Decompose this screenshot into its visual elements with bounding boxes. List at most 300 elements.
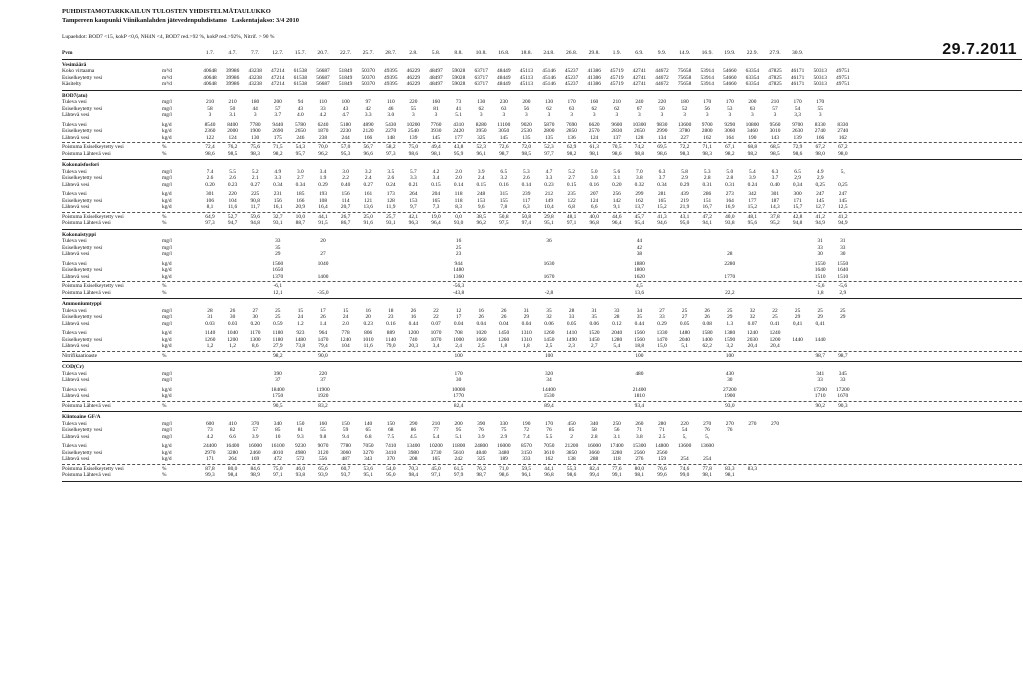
row-label: Lähtevä vesi xyxy=(62,433,90,440)
value-cell: 49,4 xyxy=(431,144,441,150)
value-cell: 3.2 xyxy=(500,175,508,181)
value-cell: 1010 xyxy=(362,336,374,343)
value-cell: 6,8 xyxy=(568,204,575,210)
value-cell: 122 xyxy=(205,134,215,141)
value-cell: 45113 xyxy=(519,81,534,87)
value-cell: 281 xyxy=(657,191,667,197)
value-cell: 325 xyxy=(477,134,486,141)
value-cell: 300 xyxy=(793,191,802,197)
value-cell: 94,6 xyxy=(657,220,667,226)
value-cell: 35 xyxy=(275,244,281,251)
table-row xyxy=(62,290,1022,297)
value-cell: 16400 xyxy=(225,443,240,449)
value-cell: 98,3 xyxy=(250,150,260,157)
value-cell: 270 xyxy=(770,420,780,427)
value-cell: 240 xyxy=(635,99,644,105)
row-label: Lähtevä vesi xyxy=(62,393,90,399)
value-cell: 104 xyxy=(341,343,350,349)
value-cell: 248 xyxy=(477,191,486,197)
value-cell: 301 xyxy=(770,191,780,197)
value-cell: 1400 xyxy=(317,273,329,280)
value-cell: 0.04 xyxy=(521,320,532,327)
table-row xyxy=(62,472,1022,479)
value-cell: 3050 xyxy=(498,128,510,134)
plant-name: Tampereen kaupunki Viinikanlahden jätevedenpuhdistamo xyxy=(62,17,227,24)
value-cell: 247 xyxy=(838,191,847,197)
value-cell: 72,4 xyxy=(205,144,215,150)
value-cell: 330 xyxy=(499,420,508,427)
date-cell: 20.7. xyxy=(317,50,329,56)
value-cell: 46 xyxy=(388,105,394,112)
value-cell: 1920 xyxy=(317,393,329,399)
row-unit: kg/d xyxy=(162,386,172,393)
value-cell: 23 xyxy=(388,314,394,320)
value-cell: 1590 xyxy=(724,336,736,343)
value-cell: 4.5 xyxy=(410,433,417,440)
value-cell: 10300 xyxy=(632,121,647,128)
value-cell: 63717 xyxy=(474,81,488,87)
value-cell: 1.3 xyxy=(726,320,734,327)
value-cell: 43238 xyxy=(248,68,262,74)
value-cell: 9700 xyxy=(701,121,713,128)
value-cell: 117 xyxy=(522,197,531,204)
value-cell: 96,2 xyxy=(476,220,486,226)
value-cell: 93,8 xyxy=(295,472,306,478)
value-cell: 171 xyxy=(793,197,802,204)
value-cell: 5430 xyxy=(385,121,397,128)
value-cell: 49751 xyxy=(836,81,850,87)
value-cell: 3 xyxy=(502,112,506,118)
value-cell: 0.29 xyxy=(657,320,667,327)
value-cell: 9070 xyxy=(317,443,329,449)
value-cell: 3.7 xyxy=(658,175,666,181)
value-cell: 40,0 xyxy=(589,213,599,220)
value-cell: 98,8 xyxy=(634,150,645,157)
value-cell: 150 xyxy=(296,420,305,427)
value-cell: 54 xyxy=(794,105,801,112)
value-cell: 59,5 xyxy=(521,465,532,472)
value-cell: 50313 xyxy=(813,81,827,87)
date-stamp: 29.7.2011 xyxy=(942,41,1017,58)
value-cell: 2.0 xyxy=(455,168,462,175)
value-cell: 50370 xyxy=(361,81,375,87)
value-cell: 79,0 xyxy=(386,343,396,349)
value-cell: 75658 xyxy=(677,81,692,87)
value-cell: 5780 xyxy=(295,121,306,128)
value-cell: 41386 xyxy=(587,74,601,81)
value-cell: 98,0 xyxy=(838,150,848,157)
value-cell: 98,6 xyxy=(408,150,419,157)
value-cell: 3 xyxy=(638,112,641,118)
value-cell: 48497 xyxy=(429,68,443,74)
value-cell: 3 xyxy=(412,112,415,118)
value-cell: 128 xyxy=(386,197,395,204)
value-cell: 27200 xyxy=(723,386,737,393)
value-cell: 77 xyxy=(433,427,439,433)
value-cell: 315 xyxy=(499,191,508,197)
date-cell: 24.8. xyxy=(543,50,555,56)
value-cell: 0.44 xyxy=(408,320,419,327)
value-cell: 53 xyxy=(727,105,733,112)
value-cell: 22 xyxy=(433,307,439,314)
value-cell: 270 xyxy=(748,420,757,427)
value-cell: 806 xyxy=(364,330,373,336)
value-cell: 3.3 xyxy=(545,175,553,181)
value-cell: 3 xyxy=(773,112,777,118)
value-cell: 14800 xyxy=(655,443,669,449)
value-cell: 98,2 xyxy=(566,150,577,157)
value-cell: 93,1 xyxy=(273,220,283,226)
value-cell: 25 xyxy=(772,314,778,320)
value-cell: 26 xyxy=(229,307,236,314)
value-cell: 110 xyxy=(319,99,327,105)
value-cell: 9020 xyxy=(521,121,532,128)
value-cell: 15 xyxy=(297,307,304,314)
value-cell: 48497 xyxy=(429,81,443,87)
value-cell: 5.0 xyxy=(726,168,734,175)
value-cell: 556 xyxy=(318,456,328,462)
value-cell: 59028 xyxy=(451,68,466,74)
row-label: Esiselkeytetty vesi xyxy=(62,449,103,456)
value-cell: 3610 xyxy=(543,449,555,456)
value-cell: 98,6 xyxy=(205,150,215,157)
value-cell: 177 xyxy=(748,197,757,204)
value-cell: 10800 xyxy=(745,121,760,128)
value-cell: 2,9 xyxy=(794,175,801,181)
value-cell: 6.5 xyxy=(794,168,801,175)
value-cell: 4.2 xyxy=(432,168,440,175)
value-cell: 62 xyxy=(614,105,620,112)
value-cell: 56687 xyxy=(316,74,330,81)
value-cell: 16,1 xyxy=(273,204,283,210)
table-row xyxy=(62,112,1022,119)
row-unit: % xyxy=(162,472,167,478)
value-cell: 25 xyxy=(275,307,281,314)
row-unit: kg/d xyxy=(162,128,172,134)
value-cell: 9230 xyxy=(295,443,306,449)
value-cell: 27 xyxy=(320,251,326,257)
value-cell: -5,6 xyxy=(815,283,825,289)
value-cell: 50,8 xyxy=(521,213,532,220)
value-cell: 25 xyxy=(840,307,846,314)
value-cell: 43 xyxy=(297,105,304,112)
value-cell: 59028 xyxy=(451,81,466,87)
row-unit: kg/d xyxy=(162,273,172,280)
value-cell: 2030 xyxy=(747,336,758,343)
value-cell: 20,4 xyxy=(747,343,758,349)
row-label: Poistuma Lähtevä vesi xyxy=(62,220,111,226)
value-cell: 45237 xyxy=(564,74,579,81)
value-cell: 1,8 xyxy=(816,289,824,296)
value-cell: 75,6 xyxy=(250,144,260,150)
value-cell: 13600 xyxy=(677,443,692,449)
value-cell: 2540 xyxy=(408,128,419,134)
value-cell: 9,7 xyxy=(410,204,417,210)
value-cell: 2800 xyxy=(701,128,713,134)
value-cell: 5.5 xyxy=(229,168,236,175)
value-cell: 0.04 xyxy=(476,320,486,327)
value-cell: 0.14 xyxy=(453,181,464,188)
value-cell: 16 xyxy=(365,307,371,314)
value-cell: 80,0 xyxy=(634,465,645,472)
value-cell: 1140 xyxy=(204,330,216,336)
value-cell: 2800 xyxy=(543,128,555,134)
value-cell: 3.0 xyxy=(590,175,598,181)
value-cell: 32 xyxy=(546,314,552,320)
value-cell: 2560 xyxy=(634,449,645,456)
value-cell: 1240 xyxy=(340,336,351,343)
value-cell: 3060 xyxy=(724,128,736,134)
section-name: BOD7(atu) xyxy=(62,92,88,99)
value-cell: 3.1 xyxy=(229,112,236,118)
row-unit: mg/l xyxy=(162,320,172,327)
value-cell: 98,5 xyxy=(521,150,532,157)
value-cell: 1020 xyxy=(475,330,487,336)
value-cell: 130 xyxy=(251,134,260,141)
value-cell: 0.12 xyxy=(612,320,622,327)
value-cell: 26 xyxy=(478,314,484,320)
value-cell: 118 xyxy=(454,197,463,204)
value-cell: 86,7 xyxy=(340,220,351,226)
value-cell: 1300 xyxy=(249,336,261,343)
value-cell: 9600 xyxy=(611,121,623,128)
value-cell: 14,3 xyxy=(770,204,780,210)
value-cell: 16,9 xyxy=(725,204,735,210)
row-label: Käsitelty xyxy=(62,81,82,87)
value-cell: 1440 xyxy=(814,336,826,343)
value-cell: 2000 xyxy=(227,128,238,134)
row-label: Tuleva vesi xyxy=(62,168,87,175)
value-cell: 49395 xyxy=(384,81,398,87)
value-cell: 1470 xyxy=(656,336,668,343)
row-unit: kg/d xyxy=(162,449,172,456)
value-cell: 165 xyxy=(431,197,441,204)
value-cell: 7780 xyxy=(249,121,261,128)
value-cell: 33 xyxy=(817,377,823,383)
value-cell: 0.23 xyxy=(544,181,554,188)
value-cell: 1640 xyxy=(814,267,826,273)
value-cell: 155 xyxy=(499,197,508,204)
value-cell: 37 xyxy=(320,377,326,383)
value-cell: 98,6 xyxy=(612,150,622,157)
row-unit: kg/d xyxy=(162,393,172,399)
value-cell: 37,8 xyxy=(770,213,780,220)
value-cell: 98,5 xyxy=(227,150,238,157)
value-cell: 1380 xyxy=(724,330,736,336)
value-cell: 24 xyxy=(342,314,349,320)
value-cell: 0.27 xyxy=(363,181,373,188)
value-cell: 2650 xyxy=(295,128,306,134)
value-cell: 1330 xyxy=(656,330,668,336)
value-cell: 110 xyxy=(386,99,395,105)
value-cell: 149 xyxy=(544,197,554,204)
value-cell: 3 xyxy=(751,112,754,118)
value-cell: 8330 xyxy=(814,121,826,128)
value-cell: 90,2 xyxy=(815,402,825,409)
value-cell: 0.24 xyxy=(386,181,396,188)
value-cell: 18,8 xyxy=(634,343,645,349)
value-cell: 69,5 xyxy=(657,144,667,150)
section-name: Kokonaistyppi xyxy=(62,231,96,238)
value-cell: 91,6 xyxy=(363,220,373,226)
value-cell: 95,7 xyxy=(295,150,306,157)
value-cell: 3,3 xyxy=(794,112,801,118)
value-cell: 0.44 xyxy=(634,320,645,327)
value-cell: 15,2 xyxy=(747,204,758,210)
value-cell: 162 xyxy=(838,134,847,141)
value-cell: 1800 xyxy=(634,267,645,273)
value-cell: 33 xyxy=(840,377,846,383)
value-cell: 5.0 xyxy=(590,168,598,175)
value-cell: 100 xyxy=(341,99,350,105)
table-row xyxy=(62,403,1022,410)
value-cell: 3.7 xyxy=(771,175,779,181)
value-cell: 345 xyxy=(838,370,847,377)
value-cell: 87,8 xyxy=(205,465,215,472)
value-cell: 148 xyxy=(386,134,395,141)
value-cell: 2360 xyxy=(204,128,216,134)
value-cell: 20,4 xyxy=(770,343,780,349)
row-unit: mg/l xyxy=(162,307,172,314)
value-cell: 96,8 xyxy=(544,472,554,478)
value-cell: 7050 xyxy=(543,443,555,449)
value-cell: 93,1 xyxy=(386,220,396,226)
value-cell: 13600 xyxy=(677,121,692,128)
value-cell: 130 xyxy=(544,99,554,105)
value-cell: 2.1 xyxy=(251,175,259,181)
value-cell: 12 xyxy=(455,307,462,314)
value-cell: 439 xyxy=(680,191,689,197)
value-cell: 26 xyxy=(320,314,326,320)
value-cell: 108 xyxy=(318,197,328,204)
value-cell: 68,5 xyxy=(770,144,780,150)
value-cell: 1480 xyxy=(295,336,306,343)
row-label: Lähtevä vesi xyxy=(62,251,90,257)
value-cell: 3 xyxy=(818,112,822,118)
value-cell: 3 xyxy=(479,112,483,118)
value-cell: 43,8 xyxy=(453,144,464,150)
value-cell: 190 xyxy=(522,420,531,427)
value-cell: 74,2 xyxy=(634,144,645,150)
value-cell: 46229 xyxy=(406,68,421,74)
value-cell: 1670 xyxy=(837,393,849,399)
value-cell: 5870 xyxy=(543,121,555,128)
value-cell: 169 xyxy=(251,456,260,462)
value-cell: 430 xyxy=(725,370,734,377)
value-cell: 1040 xyxy=(317,260,329,267)
value-cell: 6.6 xyxy=(229,433,236,440)
value-cell: 1530 xyxy=(543,393,555,399)
value-cell: 50370 xyxy=(361,74,375,81)
value-cell: 63 xyxy=(568,105,575,112)
row-unit: mg/l xyxy=(162,181,172,188)
value-cell: 5.8 xyxy=(681,168,688,175)
value-cell: 9700 xyxy=(792,121,803,128)
row-unit: mg/l xyxy=(162,112,172,118)
value-cell: 46171 xyxy=(790,68,805,74)
calculation-period: Laskentajakso: 3/4 2010 xyxy=(231,17,299,24)
value-cell: 220 xyxy=(409,99,418,105)
value-cell: 3150 xyxy=(521,449,532,456)
value-cell: 16,4 xyxy=(318,204,328,210)
value-cell: 44672 xyxy=(655,74,669,81)
value-cell: 207 xyxy=(590,191,599,197)
value-cell: 3.0 xyxy=(387,112,395,118)
value-cell: 97,1 xyxy=(273,472,283,478)
value-cell: 136 xyxy=(567,134,576,141)
value-cell: 1,2 xyxy=(206,343,214,349)
value-cell: 30 xyxy=(455,377,462,383)
value-cell: 95,0 xyxy=(679,220,690,226)
value-cell: 166 xyxy=(364,134,373,141)
value-cell: 44,6 xyxy=(612,213,622,220)
value-cell: 118 xyxy=(454,191,463,197)
value-cell: 40648 xyxy=(203,81,217,87)
value-cell: 230 xyxy=(499,99,508,105)
row-unit: mg/l xyxy=(162,370,172,377)
value-cell: 50313 xyxy=(813,68,827,74)
value-cell: 99,0 xyxy=(679,472,690,478)
value-cell: 77,8 xyxy=(702,465,712,472)
value-cell: 190 xyxy=(748,134,757,141)
table-row xyxy=(62,151,1022,158)
value-cell: 54,0 xyxy=(386,465,396,472)
value-cell: 3730 xyxy=(430,449,442,456)
value-cell: 77,6 xyxy=(612,465,622,472)
row-unit: kg/d xyxy=(162,330,172,336)
value-cell: 162 xyxy=(635,197,644,204)
value-cell: 1470 xyxy=(317,336,329,343)
value-cell: 0.23 xyxy=(363,320,373,327)
table-row xyxy=(62,343,1022,350)
value-cell: 29 xyxy=(275,251,281,257)
value-cell: 1240 xyxy=(747,330,758,336)
value-cell: 5.1 xyxy=(455,112,462,118)
value-cell: 1310 xyxy=(521,330,532,336)
value-cell: 0.14 xyxy=(521,181,532,188)
value-cell: 3950 xyxy=(475,128,487,134)
value-cell: 28 xyxy=(614,314,620,320)
value-cell: 25 xyxy=(455,244,462,251)
value-cell: 98,4 xyxy=(408,472,419,478)
value-cell: 2,4 xyxy=(455,343,462,349)
row-label: Lähtevä vesi xyxy=(62,377,90,383)
value-cell: 944 xyxy=(454,260,463,267)
value-cell: -6,1 xyxy=(273,283,283,289)
value-cell: 98,7 xyxy=(838,352,848,359)
value-cell: 45113 xyxy=(519,68,534,74)
value-cell: 1640 xyxy=(837,267,849,273)
row-label: Tuleva vesi xyxy=(62,121,87,128)
value-cell: 60,7 xyxy=(340,465,351,472)
section-name: Ammoniumtyppi xyxy=(62,301,102,307)
value-cell: 0.20 xyxy=(250,320,260,327)
value-cell: 95,9 xyxy=(453,150,464,157)
value-cell: 104 xyxy=(228,197,237,204)
value-cell: 2120 xyxy=(362,128,374,134)
value-cell: 143 xyxy=(770,134,780,141)
value-cell: 16000 xyxy=(248,443,262,449)
value-cell: 95,1 xyxy=(544,220,554,226)
value-cell: 45237 xyxy=(564,81,579,87)
value-cell: 33 xyxy=(614,307,620,314)
value-cell: 93,7 xyxy=(340,472,351,478)
value-cell: 4,5 xyxy=(636,283,643,289)
value-cell: 5610 xyxy=(453,449,464,456)
value-cell: 27 xyxy=(681,314,688,320)
value-cell: 3460 xyxy=(747,128,758,134)
row-label: Esiselkeytetty vesi xyxy=(62,105,103,112)
